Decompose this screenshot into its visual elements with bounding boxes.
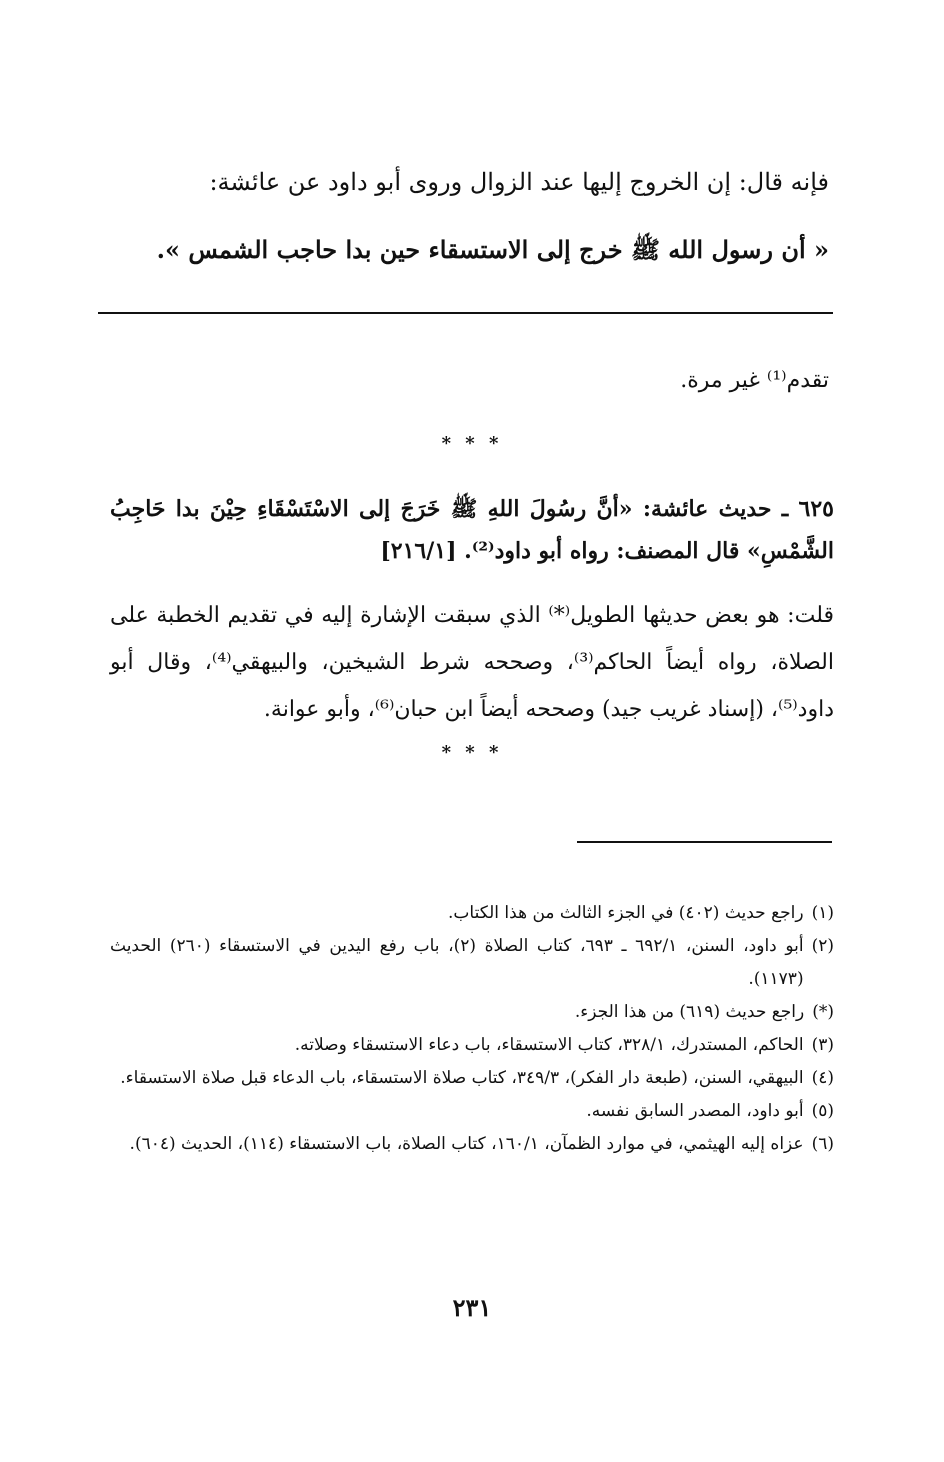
footnote-text: راجع حديث (٦١٩) من هذا الجزء. <box>574 1002 805 1022</box>
footnote <box>110 897 834 930</box>
footnote-number: (٤) <box>811 1068 834 1088</box>
footnote <box>110 1128 834 1161</box>
main-text-line-2: « أن رسول الله ﷺ خرج إلى الاستسقاء حين بدا حاجب الشمس ». <box>156 235 829 264</box>
section-separator: * * * <box>441 433 503 454</box>
main-text-line-1: فإنه قال: إن الخروج إليها عند الزوال وروى أبو داود عن عائشة: <box>209 168 829 196</box>
commentary-taqaddam: تقدم⁽¹⁾ غير مرة. <box>680 368 829 393</box>
footnote-number: (*) <box>812 1002 834 1022</box>
footnote-text: أبو داود، المصدر السابق نفسه. <box>586 1101 804 1121</box>
footnote <box>110 1095 834 1128</box>
footnotes <box>110 897 834 1161</box>
footnote-number: (٥) <box>811 1101 834 1121</box>
footnote-text: راجع حديث (٤٠٢) في الجزء الثالث من هذا الكتاب. <box>448 903 804 923</box>
footnote <box>110 1062 834 1095</box>
footnote-divider <box>577 841 832 843</box>
footnote-text: الحاكم، المستدرك، ٣٢٨/١، كتاب الاستسقاء، باب دعاء الاستسقاء وصلاته. <box>294 1035 804 1055</box>
hadith-625: ٦٢٥ ـ حديث عائشة: «أنَّ رسُولَ اللهِ ﷺ خَرَجَ إلى الاسْتَسْقَاءِ حِيْنَ بدا حَاجِبُ الشَّمْسِ» قال المصنف: رواه أبو داود⁽²⁾. [٢١٦/١] <box>110 496 834 564</box>
section-separator-2: * * * <box>441 742 503 763</box>
footnote-number: (٣) <box>811 1035 834 1055</box>
footnote-text: البيهقي، السنن، (طبعة دار الفكر)، ٣٤٩/٣، كتاب صلاة الاستسقاء، باب الدعاء قبل صلاة الاستسقاء. <box>120 1068 804 1088</box>
footnote <box>110 930 834 996</box>
main-text-divider <box>98 312 833 314</box>
commentary-qult: قلت: هو بعض حديثها الطويل⁽*⁾ الذي سبقت الإشارة إليه في تقديم الخطبة على الصلاة، رواه أيضاً الحاكم⁽³⁾، وصححه شرط الشيخين، والبيهقي⁽⁴⁾، وقال أبو داود⁽⁵⁾، (إسناد غريب جيد) وصححه أيضاً ابن حبان⁽⁶⁾، وأبو عوانة. <box>110 603 834 722</box>
footnote <box>110 996 834 1029</box>
footnote-number: (٦) <box>811 1134 834 1154</box>
page-number: ٢٣١ <box>452 1293 492 1322</box>
footnote-text: عزاه إليه الهيثمي، في موارد الظمآن، ١٦٠/١، كتاب الصلاة، باب الاستسقاء (١١٤)، الحديث (٦٠٤). <box>129 1134 804 1154</box>
footnote <box>110 1029 834 1062</box>
footnote-number: (٢) <box>811 936 834 956</box>
footnote-number: (١) <box>811 903 834 923</box>
footnote-text: أبو داود، السنن، ٦٩٢/١ ـ ٦٩٣، كتاب الصلاة (٢)، باب رفع اليدين في الاستسقاء (٢٦٠) الحديث (١١٧٣). <box>110 936 804 989</box>
